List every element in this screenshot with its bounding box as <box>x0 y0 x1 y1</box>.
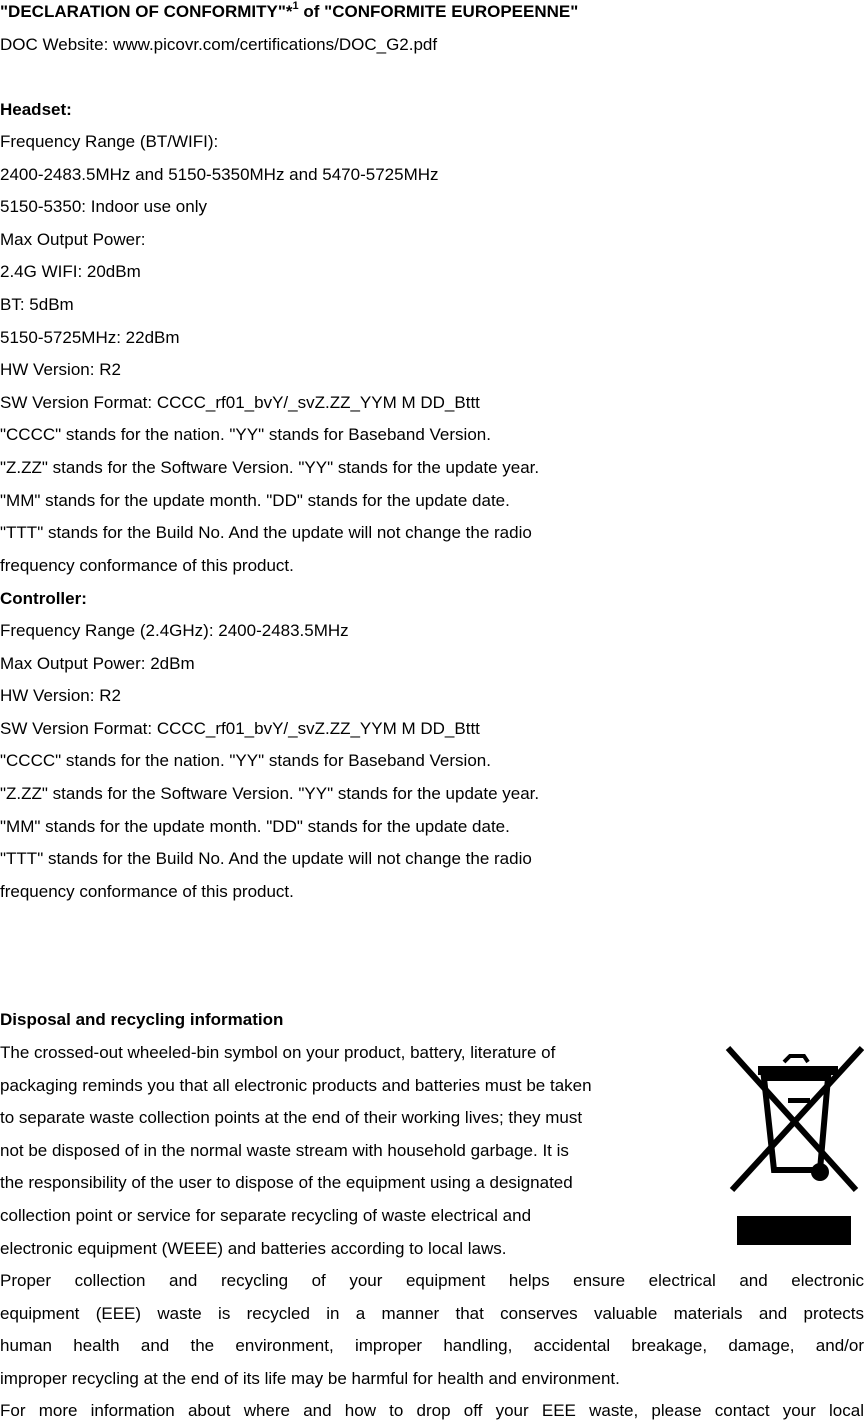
controller-spec-line: "MM" stands for the update month. "DD" stands for the update date. <box>0 816 510 836</box>
doc-title <box>0 1 578 23</box>
headset-spec-line: 2400-2483.5MHz and 5150-5350MHz and 5470-5725MHz <box>0 164 439 184</box>
disposal-text-line: not be disposed of in the normal waste stream with household garbage. It is <box>0 1140 569 1160</box>
controller-spec-line: SW Version Format: CCCC_rf01_bvY/_svZ.ZZ_YYM M DD_Bttt <box>0 718 480 738</box>
disposal-text-line: to separate waste collection points at the end of their working lives; they must <box>0 1108 583 1128</box>
headset-spec-line: "Z.ZZ" stands for the Software Version. "YY" stands for the update year. <box>0 458 540 477</box>
recycling-text-line: improper recycling at the end of its life may be harmful for health and environment. <box>0 1368 620 1388</box>
title-prefix: "DECLARATION OF CONFORMITY" <box>0 2 286 21</box>
recycling-text-line: For more information about where and how to drop off your EEE waste, please contact your local <box>0 1401 864 1421</box>
controller-spec-line: "Z.ZZ" stands for the Software Version. "YY" stands for the update year. <box>0 784 540 803</box>
disposal-text-line: The crossed-out wheeled-bin symbol on your product, battery, literature of <box>0 1043 556 1062</box>
headset-spec-line: "TTT" stands for the Build No. And the update will not change the radio <box>0 523 532 543</box>
disposal-text-line: collection point or service for separate recycling of waste electrical and <box>0 1206 532 1225</box>
footnote-marker: 1 <box>292 0 299 12</box>
disposal-text-line: packaging reminds you that all electronic products and batteries must be taken <box>0 1075 592 1095</box>
headset-spec-line: HW Version: R2 <box>0 360 121 380</box>
headset-spec-line: Frequency Range (BT/WIFI): <box>0 132 219 151</box>
controller-spec-line: HW Version: R2 <box>0 686 121 706</box>
disposal-text-line: electronic equipment (WEEE) and batteries according to local laws. <box>0 1238 507 1258</box>
title-suffix: of "CONFORMITE EUROPEENNE" <box>298 2 579 21</box>
headset-spec-line: Max Output Power: <box>0 229 146 249</box>
controller-spec-line: Max Output Power: 2dBm <box>0 653 195 673</box>
headset-spec-line: 5150-5350: Indoor use only <box>0 197 207 217</box>
controller-spec-line: "CCCC" stands for the nation. "YY" stands for Baseband Version. <box>0 751 491 771</box>
doc-website: DOC Website: www.picovr.com/certifications/DOC_G2.pdf <box>0 35 438 54</box>
disposal-text-line: the responsibility of the user to dispose of the equipment using a designated <box>0 1173 573 1193</box>
headset-spec-line: frequency conformance of this product. <box>0 555 294 575</box>
headset-spec-line: "CCCC" stands for the nation. "YY" stands for Baseband Version. <box>0 425 491 445</box>
headset-spec-line: 5150-5725MHz: 22dBm <box>0 327 180 347</box>
recycling-text-line: human health and the environment, improper handling, accidental breakage, damage, and/or <box>0 1336 864 1356</box>
controller-spec-line: "TTT" stands for the Build No. And the update will not change the radio <box>0 849 532 869</box>
controller-spec-line: Frequency Range (2.4GHz): 2400-2483.5MHz <box>0 621 349 640</box>
recycling-text-line: Proper collection and recycling of your equipment helps ensure electrical and electronic <box>0 1271 864 1290</box>
controller-spec-line: frequency conformance of this product. <box>0 881 294 901</box>
headset-spec-line: BT: 5dBm <box>0 295 74 314</box>
headset-spec-line: 2.4G WIFI: 20dBm <box>0 262 141 282</box>
title-star: * <box>285 2 293 21</box>
crossed-out-wheeled-bin-icon <box>724 1042 864 1252</box>
controller-heading: Controller: <box>0 589 87 608</box>
headset-spec-line: "MM" stands for the update month. "DD" stands for the update date. <box>0 490 510 510</box>
headset-spec-line: SW Version Format: CCCC_rf01_bvY/_svZ.ZZ_YYM M DD_Bttt <box>0 392 480 412</box>
disposal-heading: Disposal and recycling information <box>0 1010 284 1029</box>
recycling-text-line: equipment (EEE) waste is recycled in a manner that conserves valuable materials and protects <box>0 1303 864 1323</box>
headset-heading: Headset: <box>0 100 72 119</box>
